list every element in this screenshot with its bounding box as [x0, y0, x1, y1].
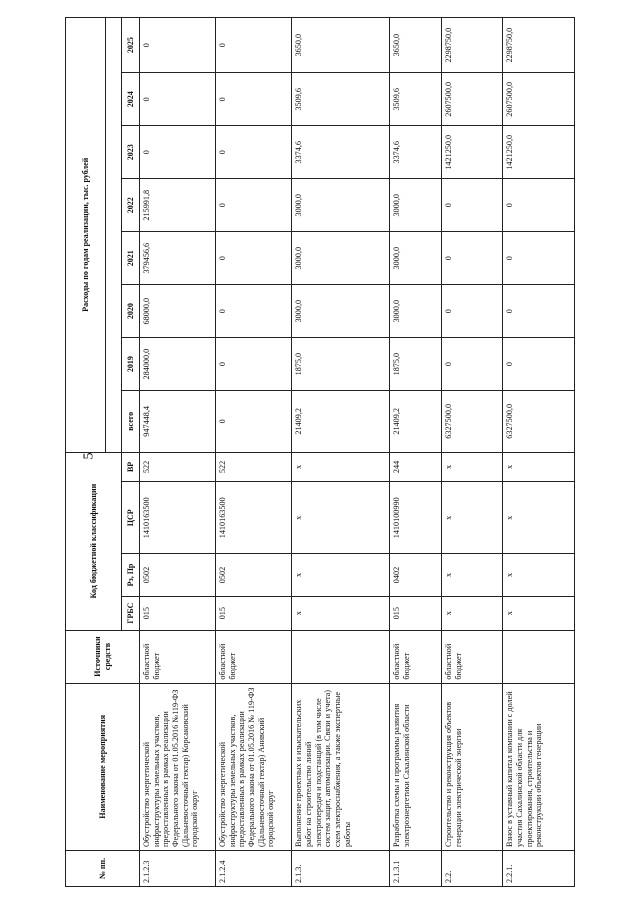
- header-2024: 2024: [122, 73, 140, 126]
- row-cell: 0: [503, 338, 575, 391]
- header-source: Источники средств: [66, 630, 140, 683]
- row-source: областной бюджет: [390, 630, 442, 683]
- row-cell: 2298750,0: [503, 18, 575, 73]
- row-cell: х: [292, 452, 390, 482]
- header-no: № пп.: [66, 850, 140, 886]
- row-cell: 522: [216, 452, 292, 482]
- row-cell: х: [292, 554, 390, 596]
- header-expenses: Расходы по годам реализации, тыс. рублей: [66, 18, 106, 453]
- table-row: [503, 18, 575, 887]
- table-row: [140, 18, 216, 887]
- row-source: областной бюджет: [140, 630, 216, 683]
- row-name: Строительство и реконструкция объектов генерации электрической энергии: [442, 683, 503, 850]
- header-name: Наименование мероприятия: [66, 683, 140, 850]
- rotated-table-wrapper: [65, 17, 575, 887]
- row-cell: 0402: [390, 554, 442, 596]
- row-cell: 0: [216, 338, 292, 391]
- page-number: 5: [81, 452, 97, 460]
- header-2021: 2021: [122, 232, 140, 285]
- row-cell: 0: [216, 126, 292, 179]
- row-name: Обустройство энергетической инфраструктуры земельных участков, предоставленных в рамках реализации Федерального закона от 01.05.2016 № 119-ФЗ (Дальневосточный гектар) Анивский городской округ: [216, 683, 292, 850]
- row-cell: 0: [216, 73, 292, 126]
- row-cell: 1410163500: [140, 482, 216, 554]
- row-cell: 2607500,0: [503, 73, 575, 126]
- row-cell: 522: [140, 452, 216, 482]
- row-cell: 0: [216, 285, 292, 338]
- row-cell: х: [442, 482, 503, 554]
- row-cell: 2298750,0: [442, 18, 503, 73]
- table-row: [292, 18, 390, 887]
- row-cell: 3650,0: [292, 18, 390, 73]
- row-cell: 3000,0: [390, 285, 442, 338]
- row-number: 2.2.: [442, 850, 503, 886]
- header-2025: 2025: [122, 18, 140, 73]
- row-name: Разработка схемы и программы развития электроэнергетики Сахалинской области: [390, 683, 442, 850]
- row-cell: 0: [442, 232, 503, 285]
- header-kbk: Код бюджетной классификации: [66, 452, 122, 630]
- row-cell: 215991,8: [140, 179, 216, 232]
- row-cell: 379456,6: [140, 232, 216, 285]
- row-cell: 21409,2: [390, 391, 442, 452]
- row-cell: х: [503, 596, 575, 630]
- row-cell: 1410163500: [216, 482, 292, 554]
- row-cell: 0: [503, 179, 575, 232]
- row-cell: 6327500,0: [503, 391, 575, 452]
- row-cell: 1875,0: [390, 338, 442, 391]
- table-body: [140, 18, 575, 887]
- row-number: 2.1.2.3: [140, 850, 216, 886]
- header-2023: 2023: [122, 126, 140, 179]
- row-cell: 3000,0: [390, 179, 442, 232]
- row-name: Выполнение проектных и изыскательских работ на строительство линий электропередач и подстанций (в том числе систем защит, автоматизации. Связи и учета) схем электроснабжения, а также экспертные работы: [292, 683, 390, 850]
- row-cell: 0: [140, 18, 216, 73]
- row-cell: 0: [216, 391, 292, 452]
- header-total: всего: [122, 391, 140, 452]
- row-cell: 015: [140, 596, 216, 630]
- row-number: 2.1.2.4: [216, 850, 292, 886]
- row-cell: 1421250,0: [503, 126, 575, 179]
- row-cell: х: [442, 596, 503, 630]
- table-header: [66, 18, 140, 887]
- table-row: [390, 18, 442, 887]
- row-cell: 3509,6: [292, 73, 390, 126]
- row-cell: 3000,0: [292, 285, 390, 338]
- row-cell: 0502: [140, 554, 216, 596]
- row-cell: 0: [503, 232, 575, 285]
- header-2020: 2020: [122, 285, 140, 338]
- row-cell: 1410100990: [390, 482, 442, 554]
- row-cell: 2607500,0: [442, 73, 503, 126]
- row-cell: 0: [442, 338, 503, 391]
- table-row: [442, 18, 503, 887]
- row-cell: 3000,0: [390, 232, 442, 285]
- row-cell: 6327500,0: [442, 391, 503, 452]
- row-cell: х: [442, 554, 503, 596]
- row-cell: 0: [216, 179, 292, 232]
- header-2022: 2022: [122, 179, 140, 232]
- row-cell: 0: [503, 285, 575, 338]
- row-cell: 68000,0: [140, 285, 216, 338]
- row-source: [503, 630, 575, 683]
- row-cell: х: [292, 596, 390, 630]
- row-cell: 947448,4: [140, 391, 216, 452]
- row-cell: 015: [390, 596, 442, 630]
- row-cell: 015: [216, 596, 292, 630]
- row-cell: 0: [140, 73, 216, 126]
- row-cell: 244: [390, 452, 442, 482]
- row-cell: 21409,2: [292, 391, 390, 452]
- header-csr: ЦСР: [122, 482, 140, 554]
- row-cell: х: [503, 482, 575, 554]
- row-cell: 0: [442, 179, 503, 232]
- row-cell: 284000,0: [140, 338, 216, 391]
- row-cell: 0502: [216, 554, 292, 596]
- row-cell: х: [503, 554, 575, 596]
- row-cell: 3000,0: [292, 179, 390, 232]
- header-vr: ВР: [122, 452, 140, 482]
- row-cell: 0: [216, 18, 292, 73]
- row-number: 2.2.1.: [503, 850, 575, 886]
- row-source: областной бюджет: [216, 630, 292, 683]
- row-name: Взнос в уставный капитал компании с долей участия Сахалинской области для проектирования, строительства и реконструкции объектов генерации: [503, 683, 575, 850]
- row-cell: х: [292, 482, 390, 554]
- row-cell: 0: [442, 285, 503, 338]
- row-number: 2.1.3.: [292, 850, 390, 886]
- row-name: Обустройство энергетической инфраструктуры земельных участков, предоставленных в рамках реализации Федерального закона от 01.05.2016 №119-ФЗ (Дальневосточный гектар) Корсаковский городской округ: [140, 683, 216, 850]
- row-cell: 1875,0: [292, 338, 390, 391]
- row-number: 2.1.3.1: [390, 850, 442, 886]
- header-grbs: ГРБС: [122, 596, 140, 630]
- budget-table: [65, 17, 575, 887]
- row-cell: 3509,6: [390, 73, 442, 126]
- row-cell: 3374,6: [390, 126, 442, 179]
- header-rzpr: Рз, Пр: [122, 554, 140, 596]
- row-cell: 3374,6: [292, 126, 390, 179]
- header-expenses-spacer: [106, 18, 122, 453]
- row-cell: 3000,0: [292, 232, 390, 285]
- row-cell: х: [442, 452, 503, 482]
- row-cell: 1421250,0: [442, 126, 503, 179]
- header-2019: 2019: [122, 338, 140, 391]
- table-row: [216, 18, 292, 887]
- row-source: [292, 630, 390, 683]
- row-cell: х: [503, 452, 575, 482]
- row-cell: 0: [140, 126, 216, 179]
- row-cell: 3650,0: [390, 18, 442, 73]
- row-source: областной бюджет: [442, 630, 503, 683]
- row-cell: 0: [216, 232, 292, 285]
